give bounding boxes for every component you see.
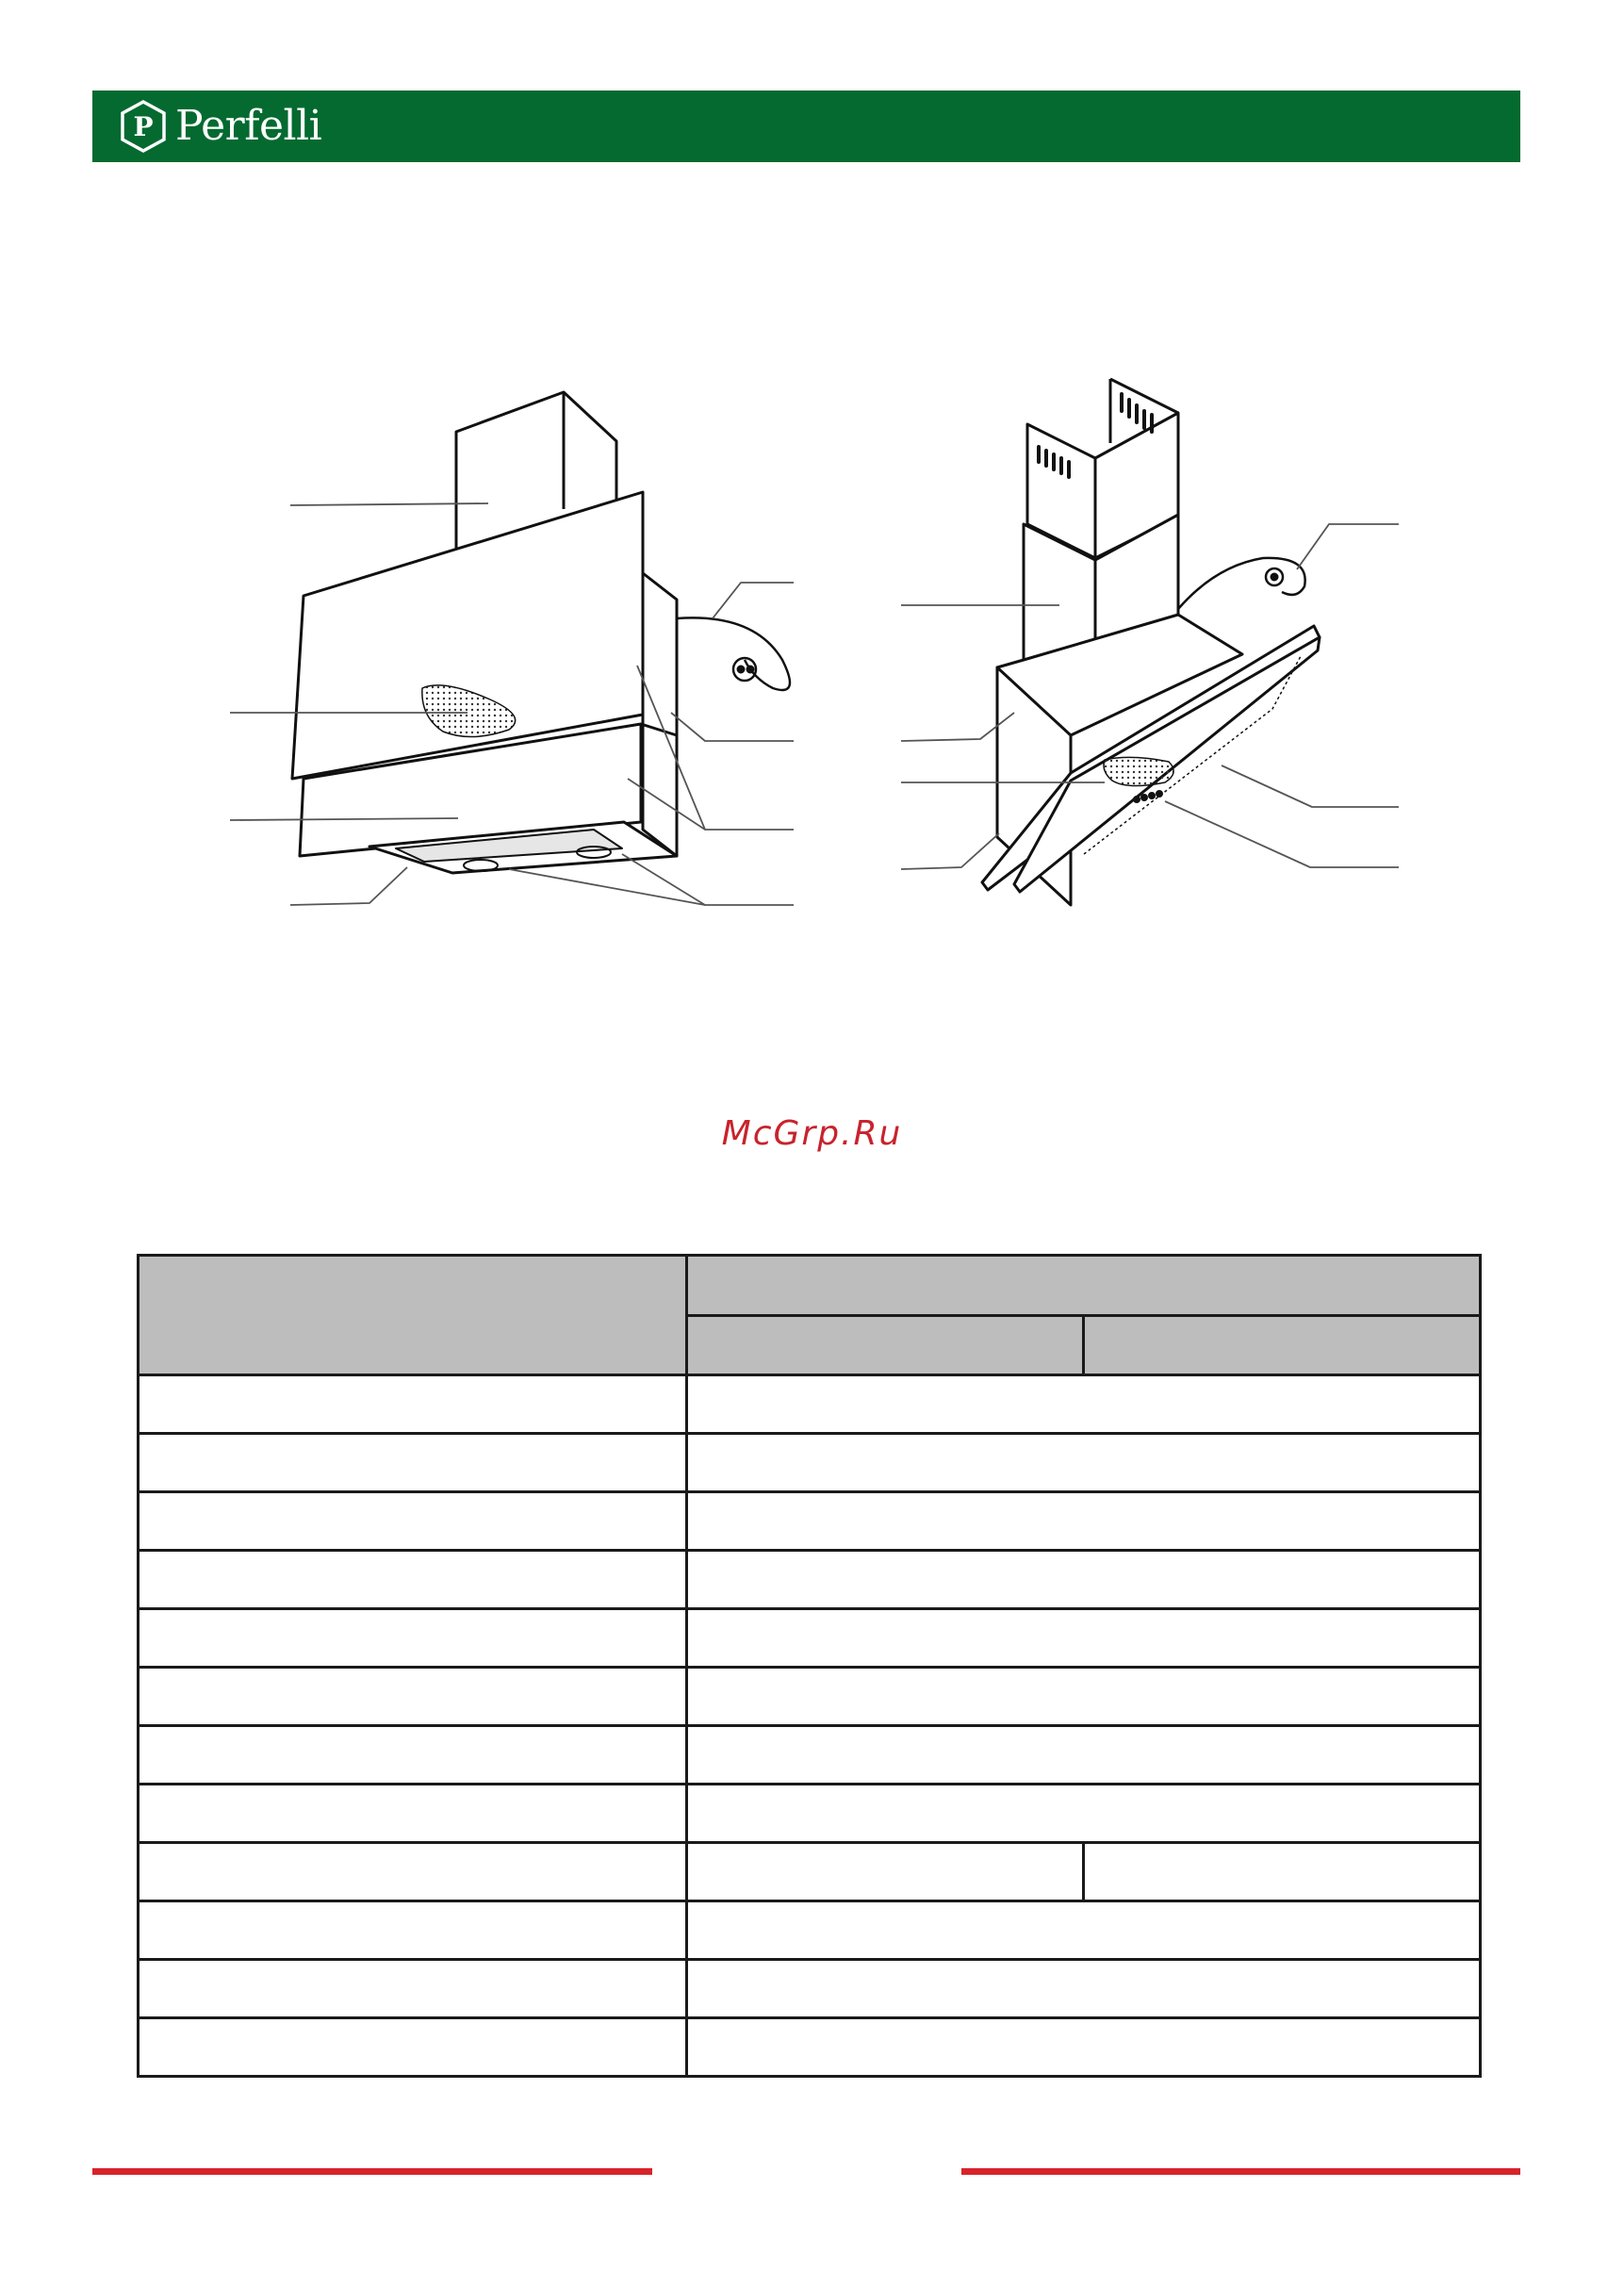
table-row — [139, 1609, 1481, 1668]
brand-name: Perfelli — [175, 102, 322, 150]
param-cell — [139, 1434, 687, 1492]
table-row — [139, 1901, 1481, 1960]
table-row — [139, 1551, 1481, 1609]
value-b-cell — [1084, 1843, 1481, 1901]
param-cell — [139, 1668, 687, 1726]
header-model-b-cell — [1084, 1315, 1481, 1375]
header-bar — [92, 90, 1520, 162]
header-model-a-cell — [687, 1315, 1084, 1375]
table-row — [139, 1726, 1481, 1785]
value-cell — [687, 1609, 1481, 1668]
param-cell — [139, 1375, 687, 1434]
value-cell — [687, 1434, 1481, 1492]
param-cell — [139, 1609, 687, 1668]
param-cell — [139, 1551, 687, 1609]
header-param-cell — [139, 1256, 687, 1375]
value-cell — [687, 1668, 1481, 1726]
value-cell — [687, 1375, 1481, 1434]
param-cell — [139, 1492, 687, 1551]
table-row — [139, 1375, 1481, 1434]
value-cell — [687, 1551, 1481, 1609]
footer-line-right — [961, 2168, 1520, 2175]
header-models-cell — [687, 1256, 1481, 1316]
left-hood-diagram — [217, 377, 820, 924]
right-hood-diagram — [895, 358, 1423, 924]
spec-table — [137, 1254, 1482, 2078]
range-hood-inclined-glass-diagram-icon — [901, 379, 1399, 905]
param-cell — [139, 2018, 687, 2077]
table-row — [139, 1843, 1481, 1901]
table-row — [139, 2018, 1481, 2077]
range-hood-angled-diagram-icon — [230, 392, 794, 905]
value-cell — [687, 1901, 1481, 1960]
table-row — [139, 1960, 1481, 2018]
param-cell — [139, 1843, 687, 1901]
param-cell — [139, 1726, 687, 1785]
watermark: McGrp.Ru — [721, 1114, 903, 1153]
param-cell — [139, 1785, 687, 1843]
logo-letter: P — [133, 111, 154, 142]
table-header-row — [139, 1256, 1481, 1316]
table-row — [139, 1434, 1481, 1492]
perfelli-logo-icon — [119, 100, 168, 153]
value-cell — [687, 1492, 1481, 1551]
value-cell — [687, 1726, 1481, 1785]
value-cell — [687, 1960, 1481, 2018]
param-cell — [139, 1901, 687, 1960]
value-cell — [687, 1785, 1481, 1843]
value-a-cell — [687, 1843, 1084, 1901]
footer-line-left — [92, 2168, 652, 2175]
table-row — [139, 1492, 1481, 1551]
param-cell — [139, 1960, 687, 2018]
value-cell — [687, 2018, 1481, 2077]
table-row — [139, 1785, 1481, 1843]
table-row — [139, 1668, 1481, 1726]
